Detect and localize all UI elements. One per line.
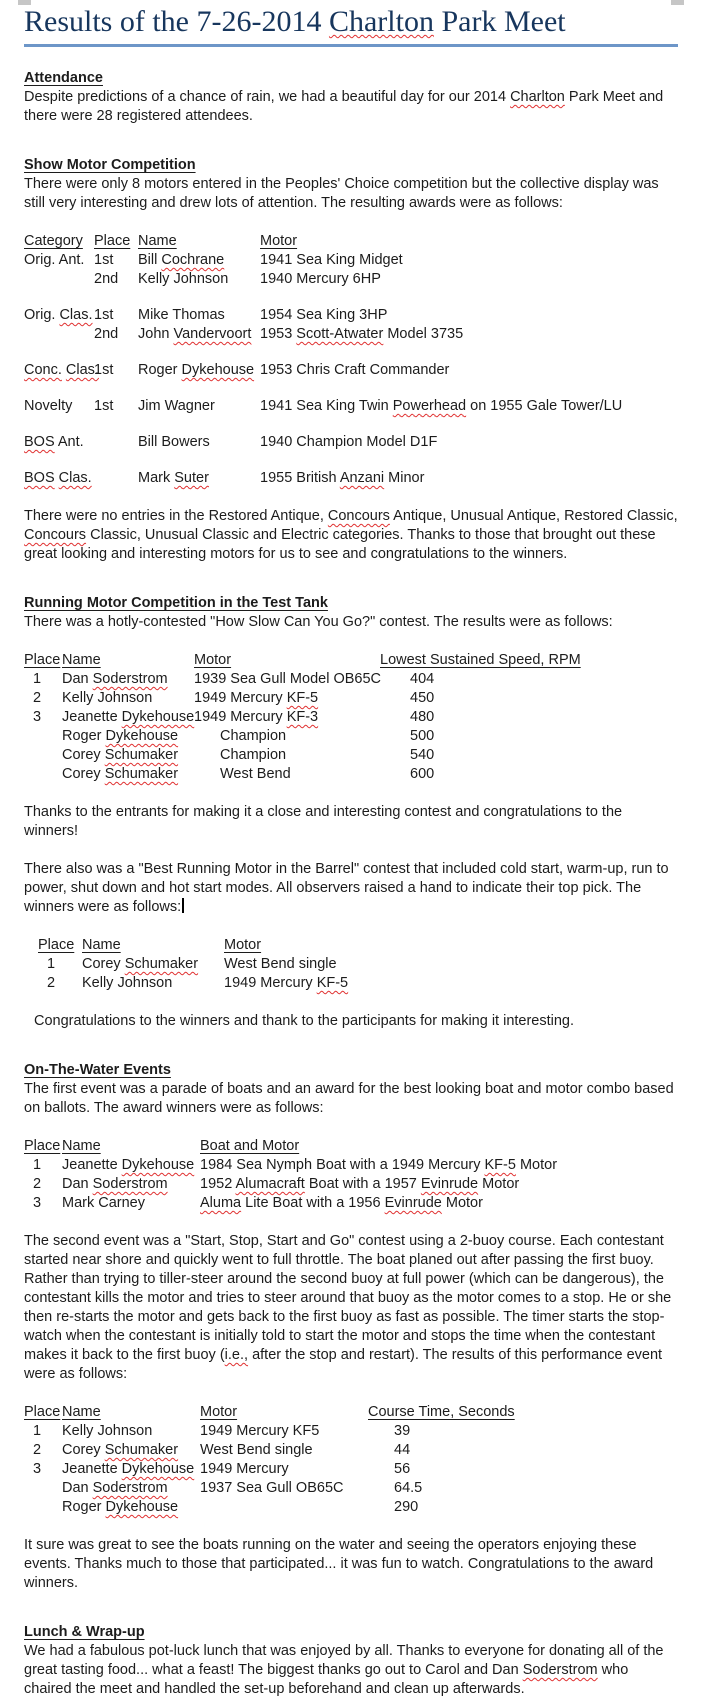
cell-name: Bill Bowers bbox=[138, 434, 210, 450]
cell-motor: Champion bbox=[220, 728, 287, 744]
cell-motor: 1955 British Anzani Minor bbox=[260, 470, 425, 486]
cell-place bbox=[24, 727, 62, 746]
cell-name: John Vandervoort bbox=[138, 326, 252, 342]
cell-name: Corey Schumaker bbox=[82, 956, 199, 972]
table-header-row bbox=[24, 1137, 678, 1156]
table-row bbox=[24, 270, 678, 289]
cell-place: 2 bbox=[47, 975, 56, 991]
cell-place: 1 bbox=[33, 1157, 42, 1173]
cell-place: 3 bbox=[33, 1195, 42, 1211]
column-header-name: Name bbox=[62, 652, 101, 668]
cell-place: 1st bbox=[94, 398, 114, 414]
table-row bbox=[24, 325, 678, 344]
table-row bbox=[24, 1156, 678, 1175]
cell-place: 3 bbox=[33, 709, 42, 725]
cell-rpm: 500 bbox=[410, 728, 435, 744]
second-event-paragraph: The second event was a "Start, Stop, Start and Go" contest using a 2-buoy course. Each contestant started near shore and quickly went to full throttle. The boat planed out after passing the first buoy. Rather than trying to tiller-steer around the second buoy at full power (which can be dangerous), the contestant kills the motor and tries to steer around that buoy as the motor comes to a stop. He or she then re-starts the motor and gets back to the first buoy as fast as possible. The timer starts the stop-watch when the contestant is initially told to start the motor and stops the time when the contestant makes it back to the first buoy (i.e., after the stop and restart). The results of this performance event were as follows: bbox=[24, 1233, 672, 1382]
cell-motor: West Bend single bbox=[224, 956, 337, 972]
cell-place: 1st bbox=[94, 362, 114, 378]
cell-name: Dan Soderstrom bbox=[62, 1480, 168, 1496]
table-header-row bbox=[24, 232, 678, 251]
cell-course-time: 290 bbox=[394, 1499, 419, 1515]
table-row bbox=[24, 765, 678, 784]
table-body bbox=[24, 1422, 678, 1517]
screen-edge-artifact bbox=[18, 0, 31, 5]
cell-motor: 1949 Mercury KF-5 bbox=[224, 975, 349, 991]
text-cursor bbox=[182, 898, 184, 913]
cell-category: Novelty bbox=[24, 398, 73, 414]
cell-motor bbox=[200, 1498, 368, 1517]
cell-motor: 1937 Sea Gull OB65C bbox=[200, 1480, 344, 1496]
table-row bbox=[24, 1460, 678, 1479]
heading-lunch-wrap-up: Lunch & Wrap-up bbox=[24, 1624, 145, 1640]
cell-category bbox=[24, 325, 94, 344]
cell-category: Orig. Clas. bbox=[24, 307, 93, 323]
column-header-rpm: Lowest Sustained Speed, RPM bbox=[380, 652, 581, 668]
cell-motor: 1953 Chris Craft Commander bbox=[260, 362, 450, 378]
cell-name: Jeanette Dykehouse bbox=[62, 709, 195, 725]
cell-motor: 1949 Mercury KF5 bbox=[200, 1423, 320, 1439]
table-header-row bbox=[24, 1403, 678, 1422]
table-row bbox=[24, 746, 678, 765]
cell-rpm: 480 bbox=[410, 709, 435, 725]
cell-course-time: 64.5 bbox=[394, 1480, 423, 1496]
show-motor-intro-paragraph: There were only 8 motors entered in the Peoples' Choice competition but the collective display was still very interesting and drew lots of attention. The resulting awards were as follows: bbox=[24, 176, 659, 211]
cell-category: BOS Ant. bbox=[24, 434, 84, 450]
cell-rpm: 600 bbox=[410, 766, 435, 782]
cell-place: 3 bbox=[33, 1461, 42, 1477]
table-header-row bbox=[24, 651, 678, 670]
test-tank-intro-paragraph: There was a hotly-contested "How Slow Can You Go?" contest. The results were as follows: bbox=[24, 614, 613, 630]
column-header-place: Place bbox=[24, 652, 61, 668]
cell-name: Kelly Johnson bbox=[82, 975, 173, 991]
table-row bbox=[38, 955, 678, 974]
table-row bbox=[24, 1498, 678, 1517]
cell-place: 2nd bbox=[94, 271, 119, 287]
cell-boat-and-motor: Aluma Lite Boat with a 1956 Evinrude Motor bbox=[200, 1195, 483, 1211]
attendance-paragraph: Despite predictions of a chance of rain, we had a beautiful day for our 2014 Charlton Park Meet and there were 28 registered attendees. bbox=[24, 89, 664, 124]
column-header-motor: Motor bbox=[200, 1404, 238, 1420]
cell-motor: 1953 Scott-Atwater Model 3735 bbox=[260, 326, 464, 342]
cell-motor: 1941 Sea King Twin Powerhead on 1955 Gale Tower/LU bbox=[260, 398, 623, 414]
barrel-contest-text: There also was a "Best Running Motor in the Barrel" contest that included cold start, warm-up, run to power, shut down and hot start modes. All observers raised a hand to indicate their top pick. The winners were as follows: bbox=[24, 861, 669, 915]
table-header-row bbox=[38, 936, 678, 955]
cell-place: 2nd bbox=[94, 326, 119, 342]
cell-place: 2 bbox=[33, 1442, 42, 1458]
cell-place: 1 bbox=[47, 956, 56, 972]
cell-name: Roger Dykehouse bbox=[62, 728, 179, 744]
table-row bbox=[24, 727, 678, 746]
barrel-contest-paragraph bbox=[24, 860, 678, 917]
column-header-name: Name bbox=[82, 937, 121, 953]
cell-course-time: 44 bbox=[394, 1442, 411, 1458]
screen-edge-artifact bbox=[671, 0, 684, 5]
cell-course-time: 39 bbox=[394, 1423, 411, 1439]
table-row bbox=[24, 670, 678, 689]
table-row bbox=[24, 251, 678, 270]
cell-name: Dan Soderstrom bbox=[62, 1176, 168, 1192]
cell-name: Mark Suter bbox=[138, 470, 209, 486]
column-header-place: Place bbox=[38, 937, 75, 953]
cell-name: Corey Schumaker bbox=[62, 766, 179, 782]
column-header-place: Place bbox=[94, 233, 131, 249]
column-header-place: Place bbox=[24, 1138, 61, 1154]
cell-place bbox=[24, 1498, 62, 1517]
cell-rpm: 404 bbox=[410, 671, 435, 687]
cell-place bbox=[24, 765, 62, 784]
column-header-name: Name bbox=[138, 233, 177, 249]
test-tank-results-table bbox=[24, 651, 678, 784]
cell-rpm: 540 bbox=[410, 747, 435, 763]
cell-name: Kelly Johnson bbox=[62, 690, 153, 706]
cell-name: Jeanette Dykehouse bbox=[62, 1461, 195, 1477]
cell-name: Jim Wagner bbox=[138, 398, 215, 414]
cell-rpm: 450 bbox=[410, 690, 435, 706]
cell-motor: 1949 Mercury KF-5 bbox=[194, 690, 319, 706]
cell-motor: West Bend single bbox=[200, 1442, 313, 1458]
cell-place: 1st bbox=[94, 307, 114, 323]
table-row bbox=[38, 974, 678, 993]
cell-place: 1 bbox=[33, 671, 42, 687]
table-row bbox=[24, 361, 678, 380]
heading-show-motor-competition: Show Motor Competition bbox=[24, 157, 196, 173]
cell-name: Corey Schumaker bbox=[62, 1442, 179, 1458]
cell-boat-and-motor: 1952 Alumacraft Boat with a 1957 Evinrude Motor bbox=[200, 1176, 520, 1192]
table-body bbox=[24, 670, 678, 784]
table-row bbox=[24, 689, 678, 708]
cell-category: BOS Clas. bbox=[24, 470, 92, 486]
cell-name: Bill Cochrane bbox=[138, 252, 225, 268]
cell-name: Jeanette Dykehouse bbox=[62, 1157, 195, 1173]
cell-category bbox=[24, 270, 94, 289]
table-row bbox=[24, 1441, 678, 1460]
on-water-intro-paragraph: The first event was a parade of boats and an award for the best looking boat and motor combo based on ballots. The award winners were as follows: bbox=[24, 1081, 674, 1116]
cell-category: Orig. Ant. bbox=[24, 252, 85, 268]
cell-motor: 1940 Champion Model D1F bbox=[260, 434, 438, 450]
barrel-contest-table bbox=[38, 936, 678, 993]
cell-place: 1st bbox=[94, 252, 114, 268]
cell-name: Kelly Johnson bbox=[62, 1423, 153, 1439]
cell-motor: 1949 Mercury KF-3 bbox=[194, 709, 319, 725]
cell-name: Mike Thomas bbox=[138, 307, 225, 323]
cell-place: 1 bbox=[33, 1423, 42, 1439]
table-body bbox=[38, 955, 678, 993]
table-row bbox=[24, 1422, 678, 1441]
heading-test-tank: Running Motor Competition in the Test Tank bbox=[24, 595, 328, 611]
course-time-results-table bbox=[24, 1403, 678, 1517]
cell-course-time: 56 bbox=[394, 1461, 411, 1477]
heading-attendance: Attendance bbox=[24, 70, 103, 86]
boat-parade-awards-table bbox=[24, 1137, 678, 1213]
cell-motor: 1941 Sea King Midget bbox=[260, 252, 403, 268]
table-row bbox=[24, 1194, 678, 1213]
cell-motor: 1949 Mercury bbox=[200, 1461, 289, 1477]
page-title: Results of the 7-26-2014 Charlton Park Meet bbox=[24, 0, 678, 47]
table-row bbox=[24, 1175, 678, 1194]
table-body bbox=[24, 1156, 678, 1213]
cell-name: Mark Carney bbox=[62, 1195, 145, 1211]
cell-name: Corey Schumaker bbox=[62, 747, 179, 763]
cell-category: Conc. Clas. bbox=[24, 362, 99, 378]
show-motor-outro-paragraph: There were no entries in the Restored Antique, Concours Antique, Unusual Antique, Restored Classic, Concours Classic, Unusual Classic and Electric categories. Thanks to those that brought out these great looking and interesting motors for us to see and congratulations to the winners. bbox=[24, 508, 678, 562]
cell-place: 2 bbox=[33, 1176, 42, 1192]
show-motor-awards-table bbox=[24, 232, 678, 488]
cell-name: Roger Dykehouse bbox=[138, 362, 255, 378]
lunch-paragraph: We had a fabulous pot-luck lunch that was enjoyed by all. Thanks to everyone for donating all of the great tasting food... what a feast! The biggest thanks go out to Carol and Dan Soderstrom who chaired the meet and handled the set-up beforehand and clean up afterwards. bbox=[24, 1643, 664, 1697]
column-header-motor: Motor bbox=[224, 937, 262, 953]
barrel-congrats-paragraph: Congratulations to the winners and thank to the participants for making it interesting. bbox=[34, 1013, 575, 1029]
heading-on-the-water-events: On-The-Water Events bbox=[24, 1062, 171, 1078]
test-tank-thanks-paragraph: Thanks to the entrants for making it a close and interesting contest and congratulations to the winners! bbox=[24, 804, 623, 839]
cell-boat-and-motor: 1984 Sea Nymph Boat with a 1949 Mercury KF-5 Motor bbox=[200, 1157, 558, 1173]
table-row bbox=[24, 708, 678, 727]
table-row bbox=[24, 1479, 678, 1498]
cell-motor: 1939 Sea Gull Model OB65C bbox=[194, 671, 381, 687]
column-header-boat-and-motor: Boat and Motor bbox=[200, 1138, 300, 1154]
cell-motor: 1940 Mercury 6HP bbox=[260, 271, 381, 287]
column-header-course-time: Course Time, Seconds bbox=[368, 1404, 515, 1420]
table-row bbox=[24, 397, 678, 416]
column-header-place: Place bbox=[24, 1404, 61, 1420]
column-header-category: Category bbox=[24, 233, 83, 249]
on-water-outro-paragraph: It sure was great to see the boats running on the water and seeing the operators enjoying these events. Thanks much to those that participated... it was fun to watch. Congratulations to the award winners. bbox=[24, 1537, 654, 1591]
table-body bbox=[24, 251, 678, 488]
cell-place bbox=[94, 433, 138, 452]
cell-name: Kelly Johnson bbox=[138, 271, 229, 287]
cell-place bbox=[94, 469, 138, 488]
cell-motor: Champion bbox=[220, 747, 287, 763]
table-row bbox=[24, 306, 678, 325]
table-row bbox=[24, 469, 678, 488]
table-row bbox=[24, 433, 678, 452]
cell-place bbox=[24, 1479, 62, 1498]
column-header-motor: Motor bbox=[260, 233, 298, 249]
cell-place: 2 bbox=[33, 690, 42, 706]
column-header-motor: Motor bbox=[194, 652, 232, 668]
cell-motor: West Bend bbox=[220, 766, 291, 782]
column-header-name: Name bbox=[62, 1138, 101, 1154]
column-header-name: Name bbox=[62, 1404, 101, 1420]
cell-place bbox=[24, 746, 62, 765]
cell-name: Roger Dykehouse bbox=[62, 1499, 179, 1515]
cell-name: Dan Soderstrom bbox=[62, 671, 168, 687]
cell-motor: 1954 Sea King 3HP bbox=[260, 307, 388, 323]
